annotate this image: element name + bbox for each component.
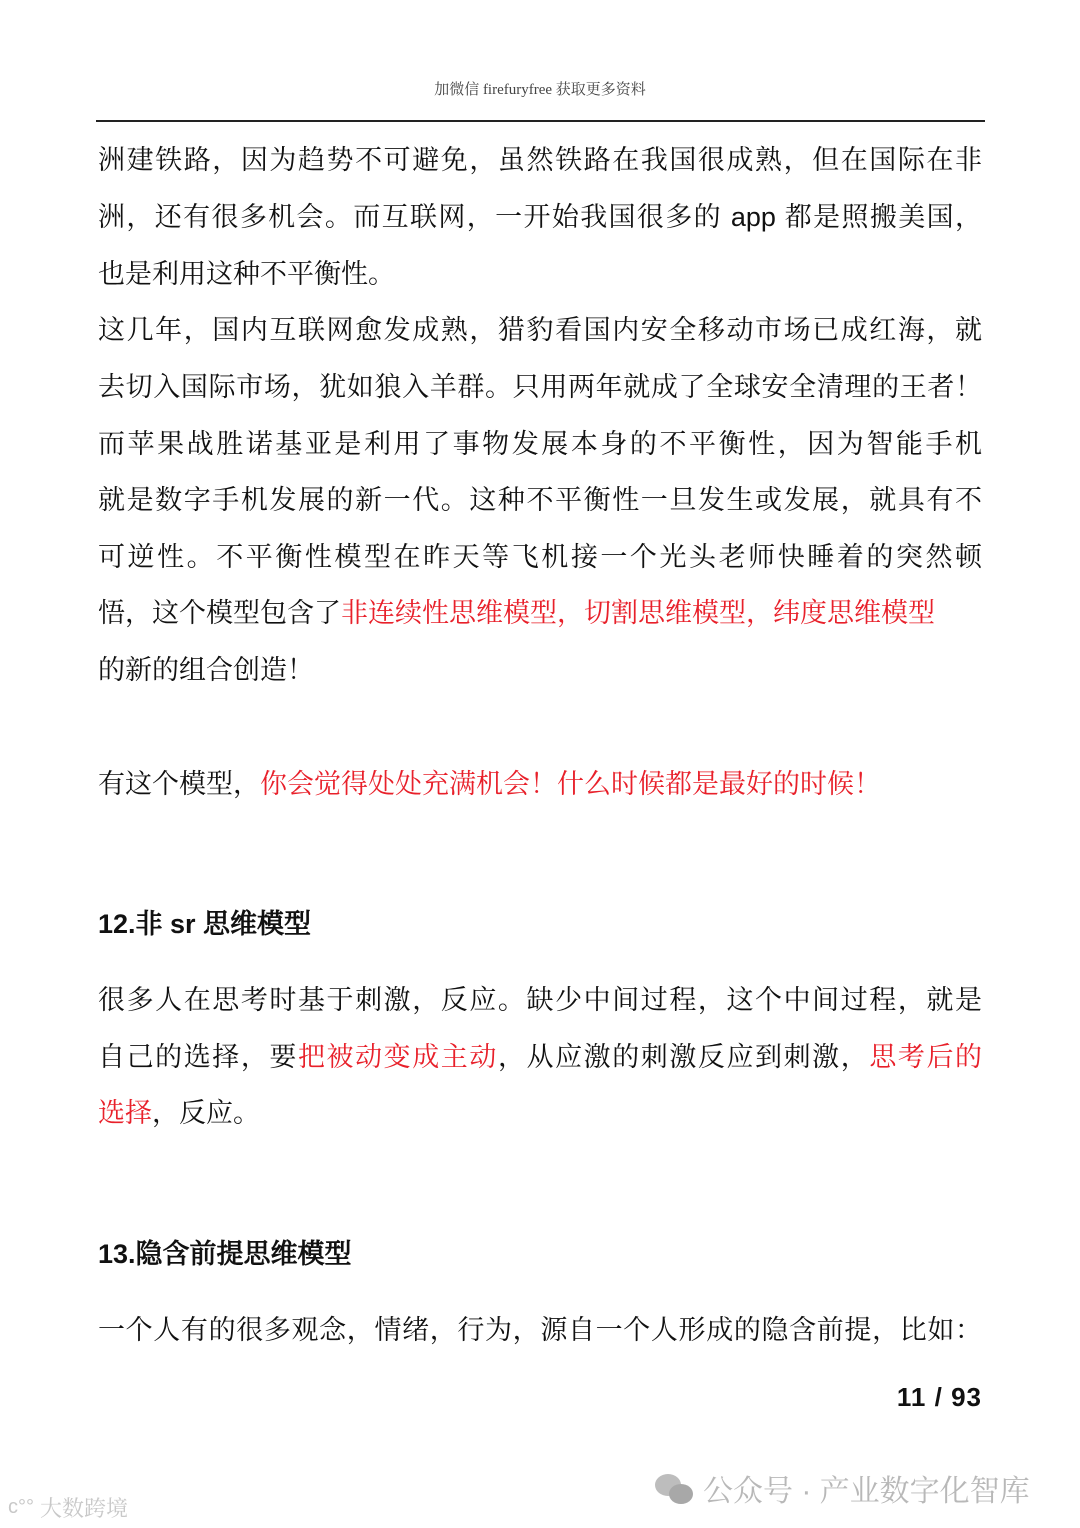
wechat-icon	[655, 1472, 695, 1504]
page-header: 加微信 firefuryfree 获取更多资料	[434, 82, 646, 98]
body-line: 洲建铁路，因为趋势不可避免，虽然铁路在我国很成熟，但在国际在非	[98, 145, 982, 175]
brand-watermark-text: 大数跨境	[40, 1496, 129, 1521]
brand-watermark	[8, 1492, 128, 1523]
page-current: 11	[896, 1382, 927, 1412]
body-line	[98, 1096, 982, 1130]
brand-logo-icon: ᴄ°°	[8, 1496, 34, 1518]
wechat-watermark-text: 公众号 · 产业数字化智库	[703, 1475, 1030, 1508]
page-number	[897, 1382, 982, 1413]
body-line: 的新的组合创造！	[98, 655, 314, 685]
highlight-text: 思考后的	[869, 1042, 983, 1072]
body-text: 自己的选择，要	[98, 1042, 298, 1072]
page-separator: /	[934, 1382, 943, 1412]
body-line	[98, 596, 982, 630]
body-line: 就是数字手机发展的新一代。这种不平衡性一旦发生或发展，就具有不	[98, 485, 982, 515]
highlight-text: 选择	[98, 1098, 152, 1128]
body-line: 可逆性。不平衡性模型在昨天等飞机接一个光头老师快睡着的突然顿	[98, 542, 982, 572]
page-total: 93	[951, 1382, 982, 1412]
body-text: 悟，这个模型包含了	[98, 598, 341, 628]
highlight-text: 把被动变成主动	[297, 1042, 498, 1072]
body-line: 一个人有的很多观念，情绪，行为，源自一个人形成的隐含前提，比如：	[98, 1315, 982, 1345]
body-line: 很多人在思考时基于刺激，反应。缺少中间过程，这个中间过程，就是	[98, 985, 982, 1015]
body-line	[98, 767, 982, 801]
wechat-watermark	[655, 1466, 1030, 1510]
header-rule	[96, 120, 985, 122]
body-line	[98, 1040, 982, 1074]
body-line: 去切入国际市场，犹如狼入羊群。只用两年就成了全球安全清理的王者！	[98, 372, 982, 402]
body-text: ，反应。	[152, 1098, 260, 1128]
section-heading-12: 12.非 sr 思维模型	[98, 909, 312, 939]
body-line: 也是利用这种不平衡性。	[98, 259, 395, 289]
highlight-text: 你会觉得处处充满机会！什么时候都是最好的时候！	[260, 769, 881, 799]
body-text: 有这个模型，	[98, 769, 260, 799]
body-line: 洲，还有很多机会。而互联网，一开始我国很多的 app 都是照搬美国，	[98, 202, 982, 232]
body-text: ，从应激的刺激反应到刺激，	[497, 1042, 870, 1072]
highlight-text: 非连续性思维模型，切割思维模型，纬度思维模型	[341, 598, 935, 628]
section-heading-13: 13.隐含前提思维模型	[98, 1239, 352, 1269]
body-line: 而苹果战胜诺基亚是利用了事物发展本身的不平衡性，因为智能手机	[98, 429, 982, 459]
body-line: 这几年，国内互联网愈发成熟，猎豹看国内安全移动市场已成红海，就	[98, 315, 982, 345]
